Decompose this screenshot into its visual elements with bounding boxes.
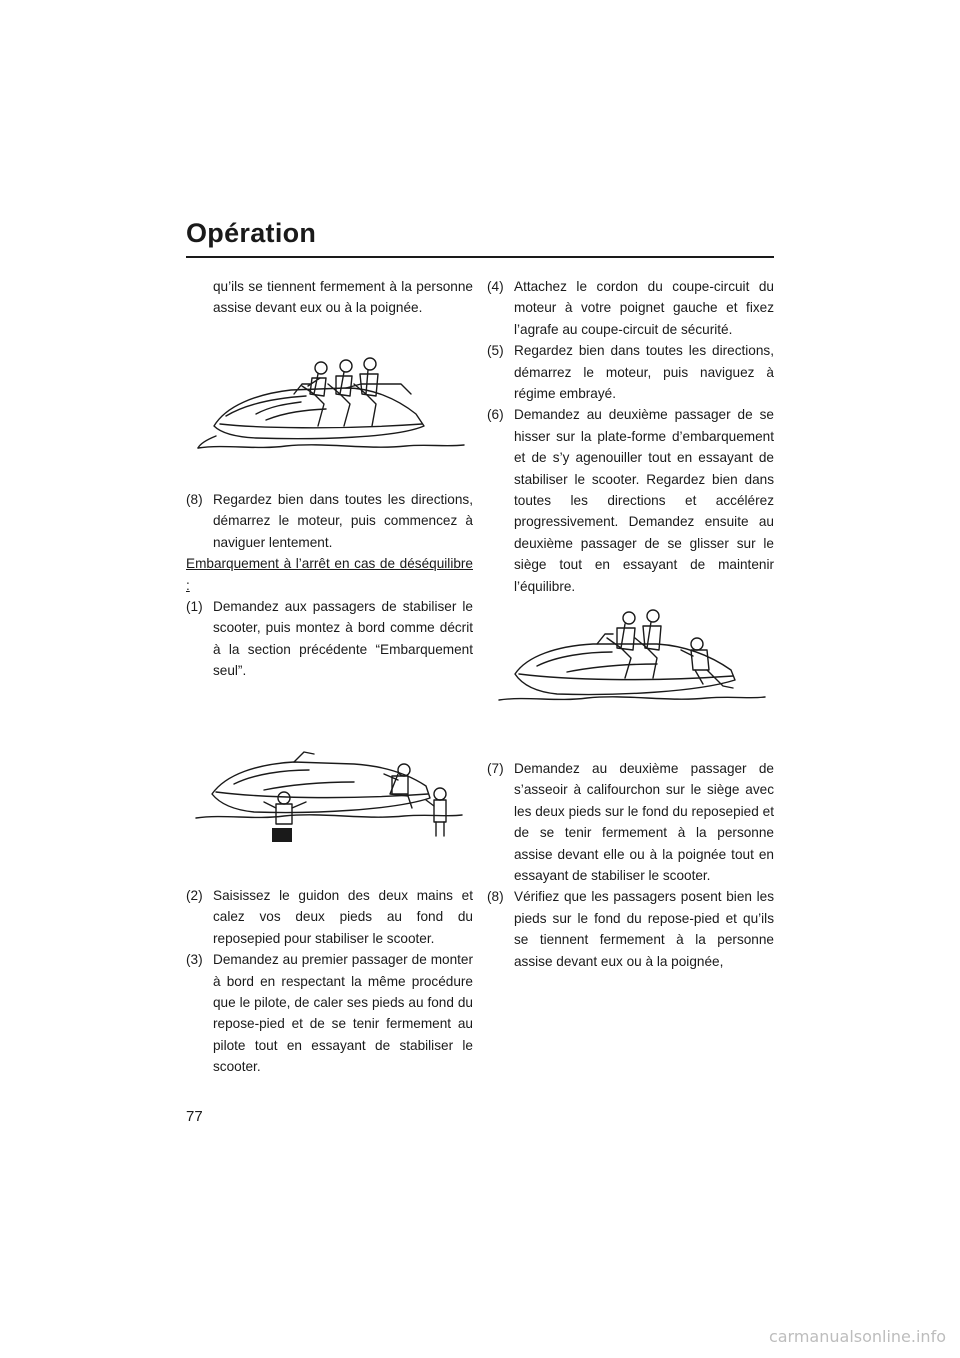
left-column-lower bbox=[186, 489, 473, 682]
right-column-lower bbox=[487, 758, 774, 972]
footer-watermark[interactable]: carmanualsonline.info bbox=[768, 1327, 946, 1346]
step-text: Regardez bien dans toutes les directions, démarrez le moteur, puis naviguez à régime embrayé. bbox=[514, 343, 774, 402]
step-number: (4) bbox=[487, 279, 504, 294]
page-title: Opération bbox=[186, 218, 317, 248]
step-number: (5) bbox=[487, 343, 504, 359]
passengers-boarding-from-water-illustration bbox=[194, 744, 464, 846]
step-item-4 bbox=[487, 276, 774, 340]
step-text: Demandez au premier passager de monter à bord en respectant la même procédure que le pilote, de caler ses pieds au fond du repose-pied et de se tenir fermement au pilote tout en essayant de stabiliser le scooter. bbox=[213, 952, 473, 1075]
step-text: Saisissez le guidon des deux mains et calez vos deux pieds au fond du reposepied pour stabiliser le scooter. bbox=[213, 888, 473, 946]
step-number: (8) bbox=[186, 492, 203, 507]
left-column bbox=[186, 276, 473, 319]
left-column-bottom bbox=[186, 885, 473, 1078]
step-item-8-right bbox=[487, 886, 774, 972]
three-riders-on-watercraft-illustration bbox=[196, 354, 466, 458]
continued-paragraph: qu’ils se tiennent fermement à la personne assise devant eux ou à la poignée. bbox=[213, 279, 473, 316]
step-text: Attachez le cordon du coupe-circuit du moteur à votre poignet gauche et fixez l’agrafe au coupe-circuit de sécurité. bbox=[514, 279, 774, 337]
step-item-5 bbox=[487, 340, 774, 404]
step-item-6 bbox=[487, 404, 774, 597]
right-column bbox=[487, 276, 774, 597]
page-number: 77 bbox=[186, 1108, 203, 1125]
title-rule bbox=[186, 256, 774, 258]
step-text: Regardez bien dans toutes les directions, démarrez le moteur, puis commencez à naviguer lentement. bbox=[213, 492, 473, 550]
step-item-7 bbox=[487, 758, 774, 886]
step-number: (8) bbox=[487, 889, 504, 905]
step-item-3 bbox=[186, 949, 473, 1077]
step-item-2 bbox=[186, 885, 473, 949]
step-item-1 bbox=[186, 596, 473, 682]
step-number: (1) bbox=[186, 599, 203, 615]
step-number: (6) bbox=[487, 407, 504, 423]
passenger-climbing-on-rear-platform-illustration bbox=[497, 604, 767, 712]
step-item-8 bbox=[186, 489, 473, 553]
step-text: Vérifiez que les passagers posent bien les pieds sur le fond du repose-pied et qu’ils se tiennent fermement à la personne assise devant eux ou à la poignée, bbox=[514, 889, 774, 969]
step-text: Demandez au deuxième passager de se hisser sur la plate-forme d’embarquement et de s’y agenouiller tout en essayant de stabiliser le scooter. Regardez bien dans toutes les directions et accélérez progressivement. Demandez ensuite au deuxième passager de se glisser sur le siège tout en essayant de maintenir l’équilibre. bbox=[514, 407, 774, 594]
step-number: (2) bbox=[186, 888, 203, 903]
section-subheading: Embarquement à l’arrêt en cas de déséquilibre : bbox=[186, 556, 473, 593]
step-text: Demandez aux passagers de stabiliser le scooter, puis montez à bord comme décrit à la section précédente “Embarquement seul”. bbox=[213, 599, 473, 679]
step-text: Demandez au deuxième passager de s’asseoir à califourchon sur le siège avec les deux pieds sur le fond du reposepied et de se tenir fermement à la personne assise devant elle ou à la poignée tout en essayant de stabiliser le scooter. bbox=[514, 761, 774, 884]
step-number: (7) bbox=[487, 761, 504, 776]
step-number: (3) bbox=[186, 952, 203, 968]
